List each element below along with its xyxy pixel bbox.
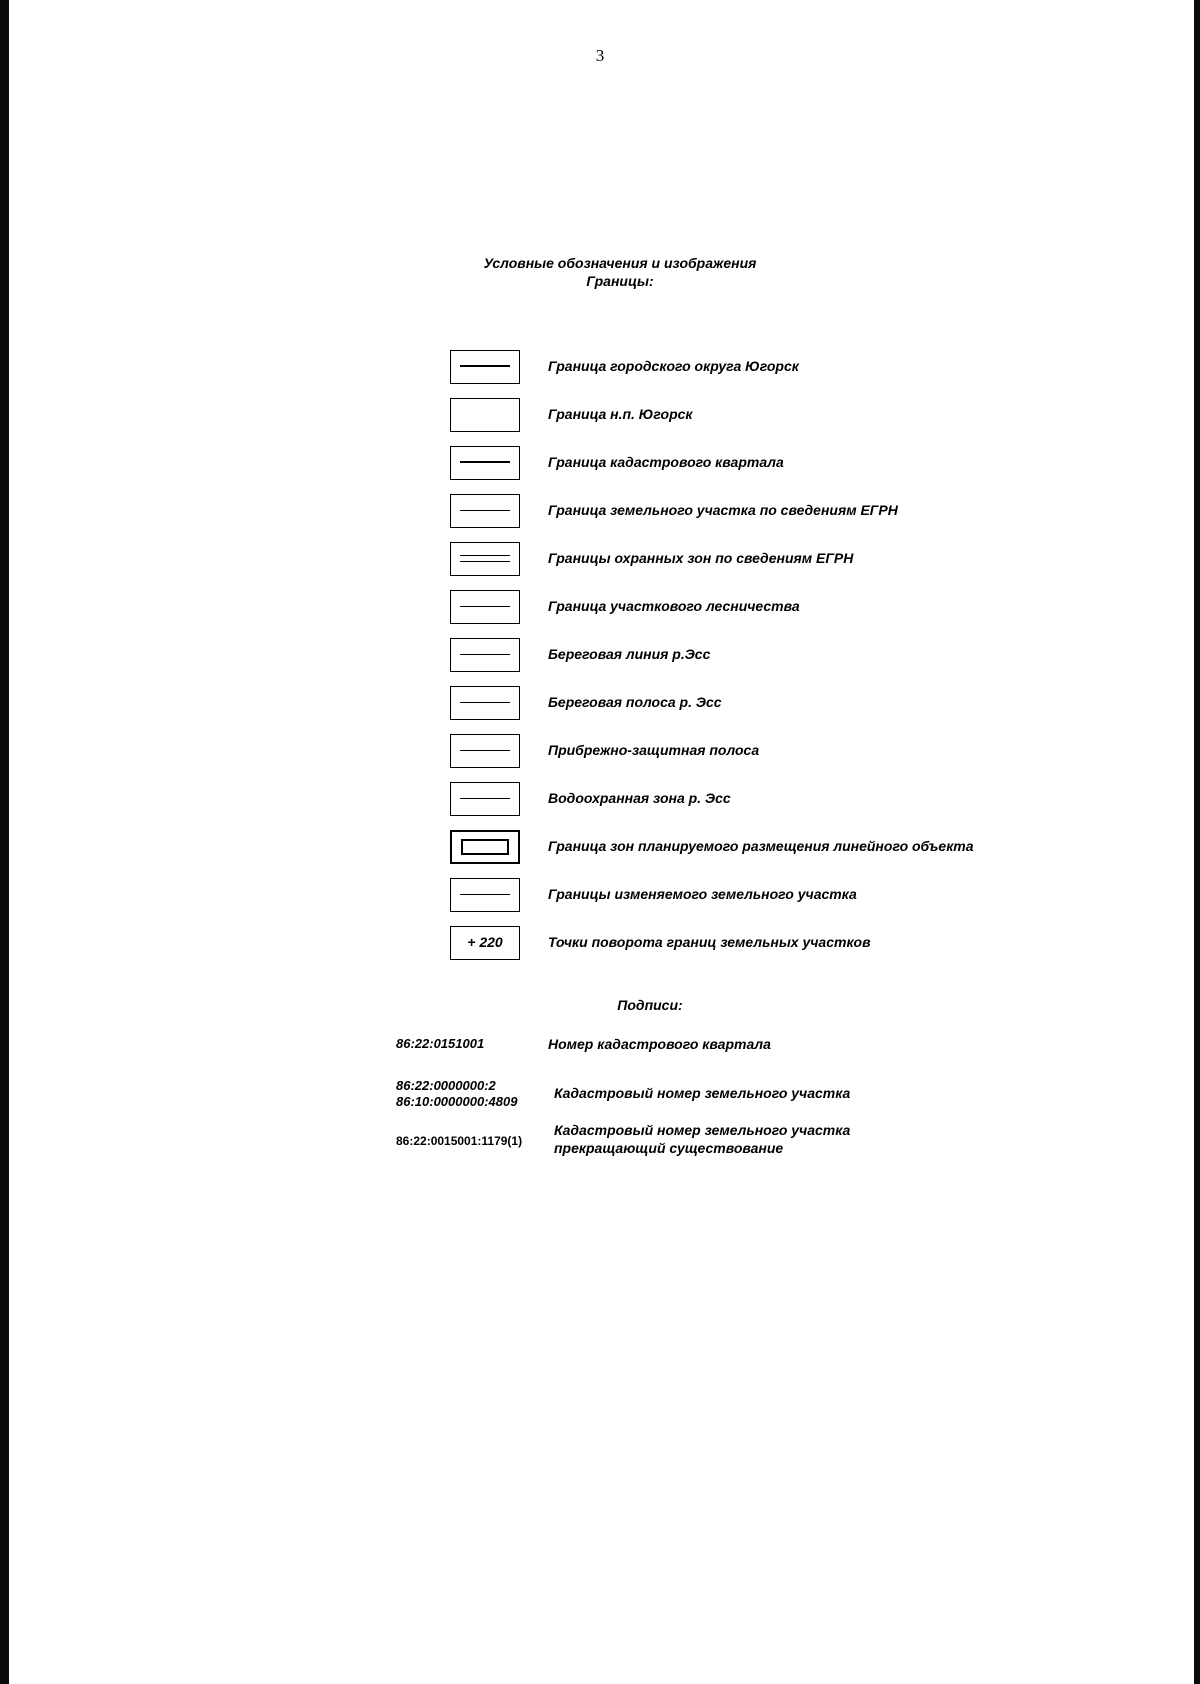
caption-code: 86:22:0151001	[396, 1036, 485, 1051]
legend-item-protection-zones	[450, 542, 1030, 590]
legend-item-water-protection-zone	[450, 782, 1030, 830]
boundary-line-symbol	[450, 446, 520, 480]
scan-edge-left	[0, 0, 9, 1684]
legend-label: Точки поворота границ земельных участков	[548, 934, 871, 950]
legend-list	[450, 350, 1030, 974]
legend-heading	[0, 254, 1200, 290]
point-symbol: + 220	[450, 926, 520, 960]
caption-text: Кадастровый номер земельного участка	[554, 1122, 851, 1138]
legend-label: Береговая линия р.Эсс	[548, 646, 711, 662]
legend-heading-line1: Условные обозначения и изображения	[483, 255, 757, 271]
boundary-line-symbol	[450, 782, 520, 816]
legend-label: Границы охранных зон по сведениям ЕГРН	[548, 550, 854, 566]
legend-label: Береговая полоса р. Эсс	[548, 694, 722, 710]
legend-label: Граница зон планируемого размещения линейного объекта	[548, 838, 974, 854]
double-line-symbol	[450, 542, 520, 576]
legend-item-cadastral-quarter-boundary	[450, 446, 1030, 494]
legend-label: Прибрежно-защитная полоса	[548, 742, 760, 758]
legend-label: Граница кадастрового квартала	[548, 454, 784, 470]
boundary-line-symbol	[450, 494, 520, 528]
legend-label: Водоохранная зона р. Эсс	[548, 790, 731, 806]
caption-text: Кадастровый номер земельного участка	[554, 1085, 851, 1101]
caption-text: прекращающий существование	[554, 1140, 784, 1156]
legend-item-planned-linear-object-zone	[450, 830, 1030, 878]
legend-item-settlement-boundary	[450, 398, 1030, 446]
legend-label: Граница н.п. Югорск	[548, 406, 693, 422]
boundary-line-symbol	[450, 590, 520, 624]
boundary-line-symbol	[450, 638, 520, 672]
legend-label: Граница земельного участка по сведениям ЕГРН	[548, 502, 898, 518]
caption-code: 86:22:0015001:1179(1)	[396, 1134, 523, 1148]
legend-item-modified-land-plot	[450, 878, 1030, 926]
boundary-line-symbol	[450, 878, 520, 912]
caption-text: Номер кадастрового квартала	[548, 1036, 771, 1052]
boundary-line-symbol	[450, 686, 520, 720]
legend-label: Граница участкового лесничества	[548, 598, 800, 614]
boundary-line-symbol	[450, 734, 520, 768]
legend-item-shore-strip	[450, 686, 1030, 734]
empty-symbol	[450, 398, 520, 432]
legend-item-shoreline	[450, 638, 1030, 686]
rectangle-symbol	[450, 830, 520, 864]
legend-item-city-district-boundary	[450, 350, 1030, 398]
boundary-line-symbol	[450, 350, 520, 384]
page-number: 3	[595, 46, 605, 65]
legend-item-land-plot-boundary	[450, 494, 1030, 542]
legend-label: Границы изменяемого земельного участка	[548, 886, 857, 902]
legend-item-forestry-boundary	[450, 590, 1030, 638]
legend-heading-line2: Границы:	[586, 273, 654, 289]
caption-code: 86:10:0000000:4809	[396, 1094, 518, 1109]
caption-code: 86:22:0000000:2	[396, 1078, 496, 1093]
scan-edge-right	[1194, 0, 1200, 1684]
captions-heading: Подписи:	[617, 997, 683, 1013]
legend-item-turning-points	[450, 926, 1030, 974]
legend-item-coastal-protection-strip	[450, 734, 1030, 782]
legend-label: Граница городского округа Югорск	[548, 358, 799, 374]
